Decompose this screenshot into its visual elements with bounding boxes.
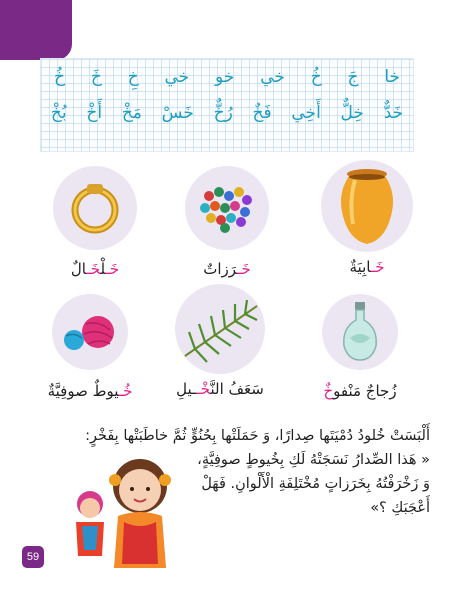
grid-cell: خِلٌّ	[340, 103, 364, 123]
grid-cell: خِ	[127, 67, 139, 87]
grid-cell: خُ	[310, 67, 322, 87]
bracelet-image	[53, 166, 137, 250]
beads-image	[185, 166, 269, 250]
grid-cell: أَخْ	[86, 103, 103, 123]
label-saaf: سَعَفُ النَّخْــيلِ	[176, 380, 264, 398]
girl-with-doll-illustration	[52, 446, 184, 568]
grid-cell: بُخْ	[50, 103, 67, 123]
story-line-3: وَ زَخْرَفْتُهُ بِخَرَزاتٍ مُخْتَلِفَةِ الْأَلْوانِ. فَهَلْ	[201, 476, 430, 492]
bottle-icon	[322, 294, 398, 370]
story-line-1: أَلْبَسَتْ خُلودُ دُمْيَتَها صِدارًا، وَ حَمَلَتْها بِحُنُوٍّ ثُمَّ خاطَبَتْها بِفَخْرٍ:	[85, 428, 430, 444]
grid-cell: خي	[260, 67, 285, 87]
grid-row-1	[41, 67, 413, 87]
yarn-image	[52, 294, 128, 370]
chapter-tab	[0, 0, 72, 60]
vocab-yarn	[30, 290, 150, 400]
label-khabiya: خَـابِيَةٌ	[349, 258, 385, 276]
vocab-bottle	[300, 290, 420, 400]
label-kharazat: خَـرَزاتٌ	[203, 260, 251, 278]
grid-row-2	[41, 103, 413, 123]
grid-cell: خي	[164, 67, 190, 87]
grid-cell: خَسْ	[161, 103, 194, 123]
label-khuyut: خُـيوطٌ صوفِيَّةٌ	[47, 382, 133, 400]
page-number: 59	[22, 546, 44, 568]
story-paragraph	[22, 424, 430, 448]
beads-icon	[185, 166, 269, 250]
vocab-bracelet	[40, 160, 150, 278]
grid-cell: خَدٌّ	[383, 103, 404, 123]
jar-image	[321, 160, 413, 252]
jar-icon	[321, 160, 413, 252]
grid-cell: فَخٌ	[252, 103, 272, 123]
story-line-4: أَعْجَبَكِ ؟»	[370, 500, 430, 516]
story-continuation	[180, 448, 430, 520]
grid-cell: خو	[215, 67, 235, 87]
label-zujaj: زُجاجٌ مَنْفوخٌ	[323, 382, 397, 400]
vocab-jar	[312, 160, 422, 276]
letter-grid	[40, 58, 414, 152]
vocab-beads	[172, 160, 282, 278]
grid-cell: خُ	[54, 67, 66, 87]
bottle-image	[322, 294, 398, 370]
story-line-2: « هَذا الصِّدارُ نَسَجَتْهُ لَكِ بِخُيوطٍ صوفِيَّةٍ،	[197, 452, 430, 468]
grid-cell: أَخِي	[291, 103, 321, 123]
vocab-palm	[160, 284, 280, 398]
palm-frond-icon	[175, 284, 265, 374]
label-khalkhal: خَـلْخَـالٌ	[70, 260, 120, 278]
grid-cell: جَ	[347, 67, 359, 87]
grid-cell: مَخْ	[121, 103, 142, 123]
grid-cell: رُخٌّ	[213, 103, 233, 123]
grid-cell: خا	[384, 67, 401, 87]
yarn-icon	[52, 294, 128, 370]
palm-image	[175, 284, 265, 374]
bracelet-icon	[53, 166, 137, 250]
grid-cell: خَ	[90, 67, 102, 87]
